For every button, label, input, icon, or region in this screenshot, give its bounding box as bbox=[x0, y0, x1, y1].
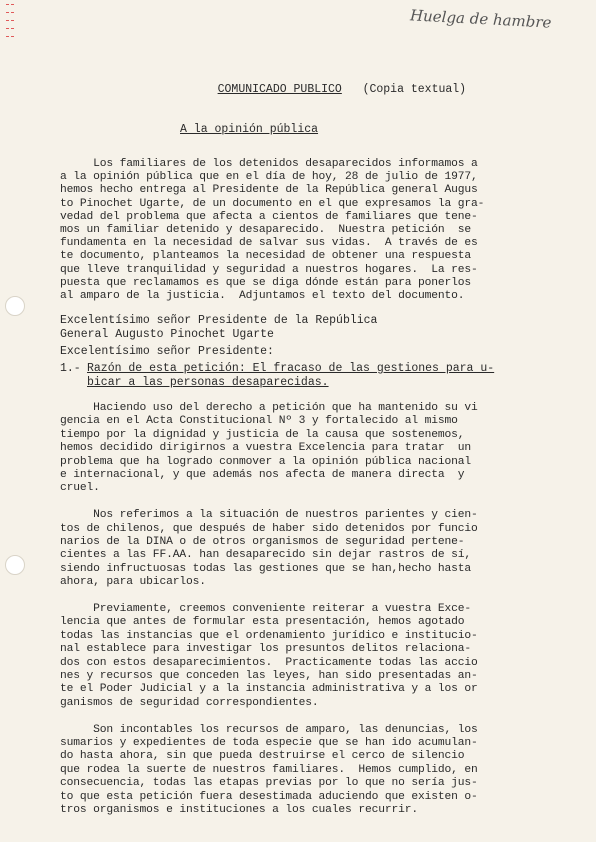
public-salutation: A la opinión pública bbox=[180, 123, 319, 136]
text-line: Los familiares de los detenidos desaparecidos informamos a bbox=[60, 158, 478, 170]
text-line: ahora, para ubicarlos. bbox=[60, 576, 206, 589]
text-line: lencia que antes de formular esta presentación, hemos agotado bbox=[60, 616, 465, 629]
text-line: cientes a las FF.AA. han desaparecido sin dejar rastros de sí, bbox=[60, 549, 472, 562]
section-number: 1.- bbox=[60, 362, 81, 375]
greeting: Excelentísimo señor Presidente: bbox=[60, 345, 274, 358]
text-line: nes y recursos que conceden las leyes, han sido presentadas an- bbox=[60, 670, 478, 682]
text-line: consecuencia, todas las etapas previas por lo que no sería jus- bbox=[60, 777, 478, 790]
section-title: Razón de esta petición: El fracaso de las gestiones para u- bbox=[87, 362, 495, 375]
text-line: Son incontables los recursos de amparo, las denuncias, los bbox=[60, 723, 478, 736]
text-line: problema que ha logrado conmover a la opinión pública nacional bbox=[60, 455, 472, 468]
document-header bbox=[190, 70, 466, 109]
document-title: COMUNICADO PUBLICO bbox=[217, 83, 342, 96]
text-line: al amparo de la justicia. Adjuntamos el texto del documento. bbox=[60, 290, 465, 302]
text-line: hemos hecho entrega al Presidente de la República general Augus bbox=[60, 184, 478, 197]
text-line: Nos referimos a la situación de nuestros parientes y cien- bbox=[60, 509, 478, 522]
punch-hole bbox=[5, 555, 25, 575]
text-line: puesta que reclamamos es que se diga dónde están para ponerlos bbox=[60, 276, 472, 289]
text-line: todas las instancias que el ordenamiento jurídico e institucio- bbox=[60, 629, 478, 642]
text-line: siendo infructuosas todas las gestiones que se han,hecho hasta bbox=[60, 562, 472, 575]
handwritten-note: Huelga de hambre bbox=[409, 6, 552, 32]
text-line: a la opinión pública que en el día de hoy, 28 de julio de 1977, bbox=[60, 171, 478, 184]
text-line: tos de chilenos, que después de haber sido detenidos por funcio bbox=[60, 522, 478, 535]
text-line: dos con estos desaparecimientos. Practicamente todas las accio bbox=[60, 656, 478, 669]
text-line: cruel. bbox=[60, 482, 100, 495]
text-line: nal establece para investigar los presuntos delitos relaciona- bbox=[60, 643, 472, 656]
margin-mark bbox=[6, 12, 14, 13]
text-line: tiempo por la dignidad y justicia de la causa que sostenemos, bbox=[60, 428, 465, 441]
text-line: Previamente, creemos conveniente reiterar a vuestra Exce- bbox=[60, 603, 472, 615]
text-line: fundamenta en la necesidad de salvar sus vidas. A través de es bbox=[60, 237, 478, 250]
text-line: hemos decidido dirigirnos a vuestra Excelencia para tratar un bbox=[60, 442, 472, 455]
text-line: mos un familiar detenido y desaparecido. Nuestra petición se bbox=[60, 224, 472, 236]
section-title: bicar a las personas desaparecidas. bbox=[87, 376, 329, 389]
margin-mark bbox=[6, 36, 14, 37]
text-line: Haciendo uso del derecho a petición que ha mantenido su vi bbox=[60, 402, 478, 414]
address-line: Excelentísimo señor Presidente de la República bbox=[60, 314, 378, 327]
text-line: do hasta ahora, sin que pueda destruirse el cerco de silencio bbox=[60, 750, 465, 763]
margin-mark bbox=[6, 20, 14, 21]
text-line: ganismos de seguridad correspondientes. bbox=[60, 696, 319, 709]
address-line: General Augusto Pinochet Ugarte bbox=[60, 328, 274, 341]
text-line: to Pinochet Ugarte, de un documento en el que expresamos la gra- bbox=[60, 197, 485, 210]
text-line: que rodea la suerte de nuestros familiares. Hemos cumplido, en bbox=[60, 763, 478, 776]
text-line: e internacional, y que además nos afecta de manera directa y bbox=[60, 469, 465, 481]
text-line: to que esta petición fuera desestimada aduciendo que existen o- bbox=[60, 790, 478, 803]
punch-hole bbox=[5, 296, 25, 316]
text-line: narios de la DINA o de otros organismos de seguridad pertene- bbox=[60, 536, 465, 548]
text-line: tros organismos e instituciones a los cuales recurrir. bbox=[60, 804, 418, 816]
text-line: sumarios y expedientes de toda especie que se han ido acumulan- bbox=[60, 737, 478, 749]
margin-mark bbox=[6, 28, 14, 29]
text-line: que lleve tranquilidad y seguridad a nuestros hogares. La res- bbox=[60, 263, 478, 276]
text-line: te el Poder Judicial y a la instancia administrativa y a los or bbox=[60, 683, 478, 696]
text-line: te documento, planteamos la necesidad de obtener una respuesta bbox=[60, 250, 472, 263]
document-subtitle: (Copia textual) bbox=[362, 83, 467, 96]
text-line: vedad del problema que afecta a cientos de familiares que tene- bbox=[60, 210, 478, 223]
text-line: gencia en el Acta Constitucional Nº 3 y fortalecido al mismo bbox=[60, 415, 458, 428]
margin-mark bbox=[6, 4, 14, 5]
